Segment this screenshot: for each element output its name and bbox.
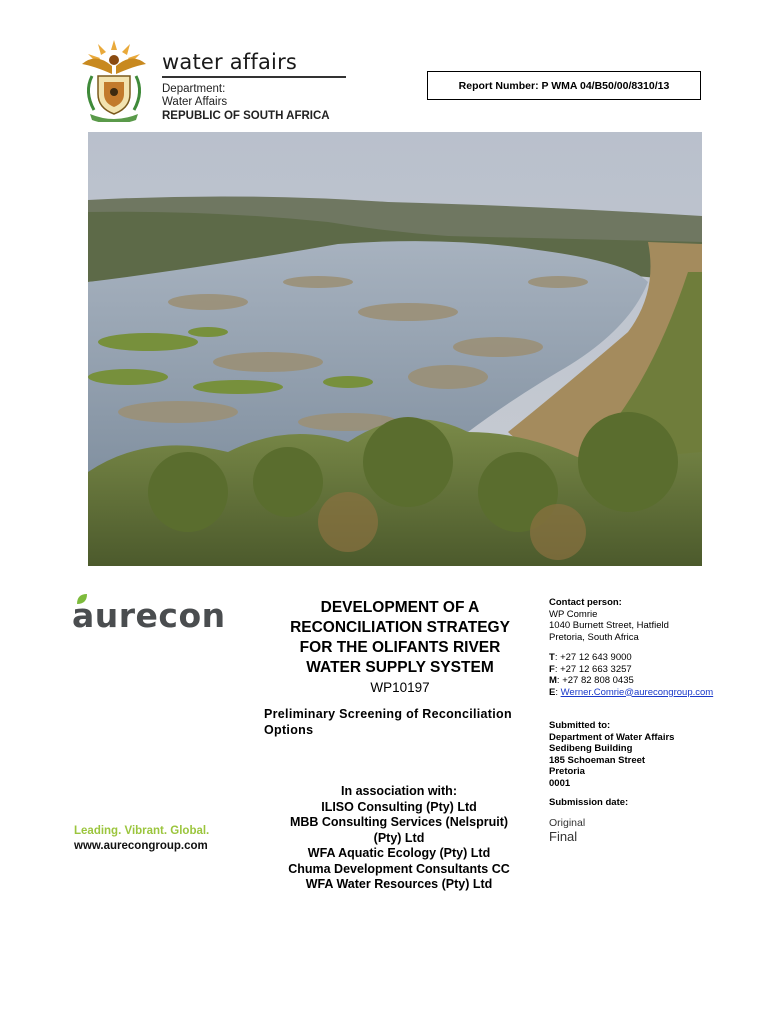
contact-tel bbox=[549, 652, 749, 664]
mobile-value: : +27 82 808 0435 bbox=[556, 675, 634, 686]
report-number: Report Number: P WMA 04/B50/00/8310/13 bbox=[458, 79, 670, 92]
contact-fax bbox=[549, 664, 749, 676]
partner-item: MBB Consulting Services (Nelspruit) bbox=[289, 815, 509, 829]
email-link[interactable]: Werner.Comrie@aurecongroup.com bbox=[560, 686, 714, 698]
subtitle-line-2: Options bbox=[264, 723, 314, 737]
contact-mobile bbox=[549, 675, 749, 687]
submitted-label: Submitted to: bbox=[549, 720, 611, 731]
aurecon-tagline: Leading. Vibrant. Global. bbox=[74, 825, 210, 837]
partner-item: (Pty) Ltd bbox=[373, 830, 425, 845]
contact-label: Contact person: bbox=[549, 597, 622, 608]
title-line-1: DEVELOPMENT OF A bbox=[320, 599, 480, 616]
contact-address-2: Pretoria, South Africa bbox=[549, 631, 639, 643]
email-sep: : bbox=[555, 686, 561, 698]
coat-of-arms-logo bbox=[76, 36, 152, 122]
submitted-line-1: Department of Water Affairs bbox=[549, 731, 675, 743]
brand-name: water affairs bbox=[162, 50, 298, 74]
submitted-line-3: 185 Schoeman Street bbox=[549, 754, 646, 766]
dept-line-2: Water Affairs bbox=[162, 96, 228, 108]
fax-label: F bbox=[549, 663, 555, 675]
report-number-box bbox=[427, 71, 701, 100]
contact-email bbox=[549, 687, 749, 699]
partner-item: WFA Aquatic Ecology (Pty) Ltd bbox=[307, 846, 491, 860]
title-line-4: WATER SUPPLY SYSTEM bbox=[306, 659, 494, 676]
submission-date-label: Submission date: bbox=[549, 797, 629, 808]
aurecon-wordmark: aurecon bbox=[72, 596, 226, 635]
submitted-line-5: 0001 bbox=[549, 777, 571, 789]
status-final: Final bbox=[549, 829, 578, 844]
submitted-line-4: Pretoria bbox=[549, 766, 585, 777]
department-branding bbox=[162, 50, 352, 123]
aurecon-logo bbox=[72, 596, 232, 636]
tel-label: T bbox=[549, 652, 555, 663]
contact-address-1: 1040 Burnett Street, Hatfield bbox=[549, 620, 669, 631]
brand-divider bbox=[162, 76, 346, 78]
partner-item: WFA Water Resources (Pty) Ltd bbox=[305, 877, 493, 891]
submitted-to-block bbox=[549, 720, 749, 789]
dept-line-1: Department: bbox=[162, 82, 226, 95]
project-code: WP10197 bbox=[370, 680, 430, 695]
mobile-label: M bbox=[549, 675, 557, 686]
association-heading: In association with: bbox=[341, 784, 457, 798]
title-line-2: RECONCILIATION STRATEGY bbox=[290, 619, 510, 636]
partner-item: Chuma Development Consultants CC bbox=[288, 861, 510, 876]
status-original: Original bbox=[549, 817, 586, 829]
tel-value: : +27 12 643 9000 bbox=[554, 652, 632, 663]
document-title bbox=[252, 598, 548, 697]
submitted-line-2: Sedibeng Building bbox=[549, 743, 633, 754]
contact-name: WP Comrie bbox=[549, 608, 598, 620]
dept-country: REPUBLIC OF SOUTH AFRICA bbox=[162, 109, 330, 122]
aurecon-website: www.aurecongroup.com bbox=[74, 840, 208, 852]
contact-block bbox=[549, 597, 749, 698]
fax-value: : +27 12 663 3257 bbox=[554, 663, 632, 675]
title-line-3: FOR THE OLIFANTS RIVER bbox=[299, 639, 501, 656]
document-subtitle bbox=[264, 706, 546, 738]
partner-item: ILISO Consulting (Pty) Ltd bbox=[321, 799, 477, 814]
association-block bbox=[254, 784, 544, 893]
subtitle-line-1: Preliminary Screening of Reconciliation bbox=[264, 707, 512, 721]
cover-photo-river bbox=[88, 132, 702, 566]
email-label: E bbox=[549, 686, 556, 698]
